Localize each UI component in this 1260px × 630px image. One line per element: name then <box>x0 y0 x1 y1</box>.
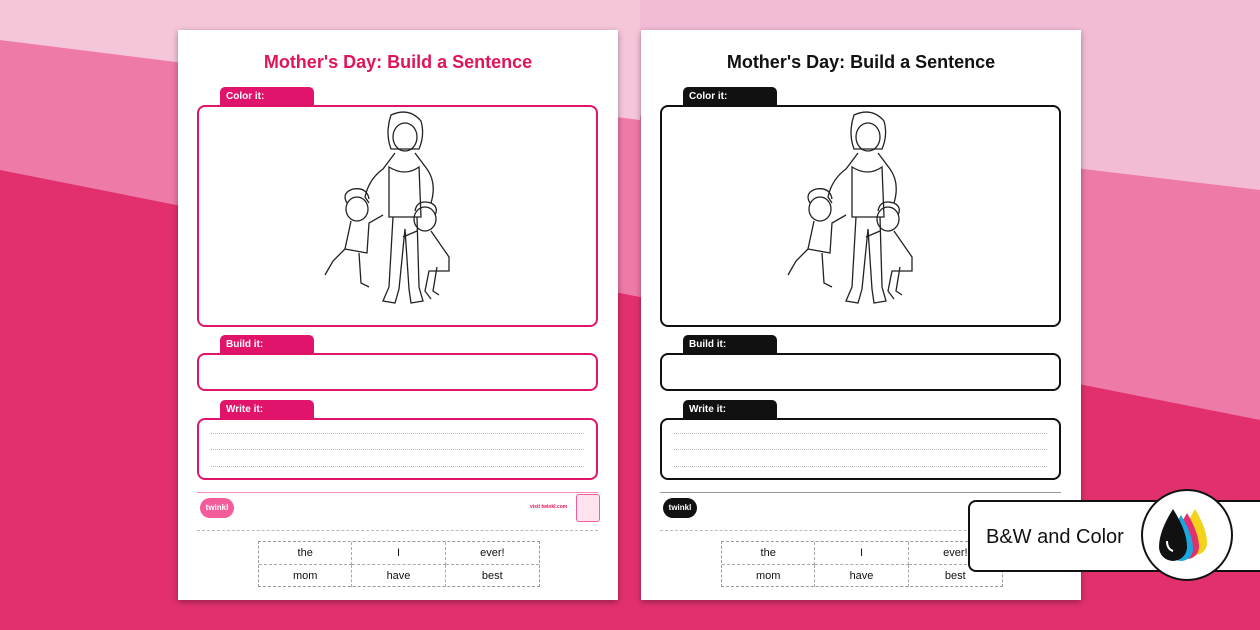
ink-drops-icon <box>1141 489 1233 581</box>
write-it-tab: Write it: <box>683 400 777 418</box>
word-card[interactable]: the <box>722 542 815 565</box>
word-card[interactable]: the <box>259 542 352 565</box>
writing-line <box>211 466 584 467</box>
color-it-tab: Color it: <box>220 87 314 105</box>
writing-line <box>674 466 1047 467</box>
build-it-box[interactable] <box>660 353 1061 391</box>
footer-url: visit twinkl.com <box>530 504 568 510</box>
format-label-text: B&W and Color <box>986 526 1124 548</box>
twinkl-logo: twinkl <box>200 498 234 518</box>
writing-line <box>674 449 1047 450</box>
word-card[interactable]: have <box>815 565 908 587</box>
word-card[interactable]: mom <box>259 565 352 587</box>
mother-children-illustration <box>782 107 942 327</box>
mother-children-illustration <box>319 107 479 327</box>
worksheet-color <box>178 30 618 600</box>
color-it-box <box>660 105 1061 327</box>
write-it-tab: Write it: <box>220 400 314 418</box>
word-card[interactable]: have <box>352 565 445 587</box>
write-it-box[interactable] <box>197 418 598 480</box>
badge-icon <box>576 494 600 522</box>
word-card[interactable]: I <box>815 542 908 565</box>
build-it-tab: Build it: <box>220 335 314 353</box>
worksheet-title: Mother's Day: Build a Sentence <box>263 52 533 72</box>
writing-line <box>211 449 584 450</box>
ink-drops-graphic <box>1143 491 1231 579</box>
word-card[interactable]: I <box>352 542 445 565</box>
build-it-box[interactable] <box>197 353 598 391</box>
word-card[interactable]: ever! <box>909 542 1002 565</box>
twinkl-logo: twinkl <box>663 498 697 518</box>
footer-divider <box>660 492 1061 493</box>
word-cards <box>258 541 540 587</box>
color-it-tab: Color it: <box>683 87 777 105</box>
word-card[interactable]: mom <box>722 565 815 587</box>
color-it-box <box>197 105 598 327</box>
worksheet-title: Mother's Day: Build a Sentence <box>726 52 996 72</box>
footer-divider <box>197 492 598 493</box>
word-card[interactable]: ever! <box>446 542 539 565</box>
word-cards <box>721 541 1003 587</box>
write-it-box[interactable] <box>660 418 1061 480</box>
writing-line <box>674 433 1047 434</box>
word-card[interactable]: best <box>944 570 966 582</box>
build-it-tab: Build it: <box>683 335 777 353</box>
word-card[interactable]: best <box>481 570 503 582</box>
writing-line <box>211 433 584 434</box>
cut-line <box>197 530 598 531</box>
